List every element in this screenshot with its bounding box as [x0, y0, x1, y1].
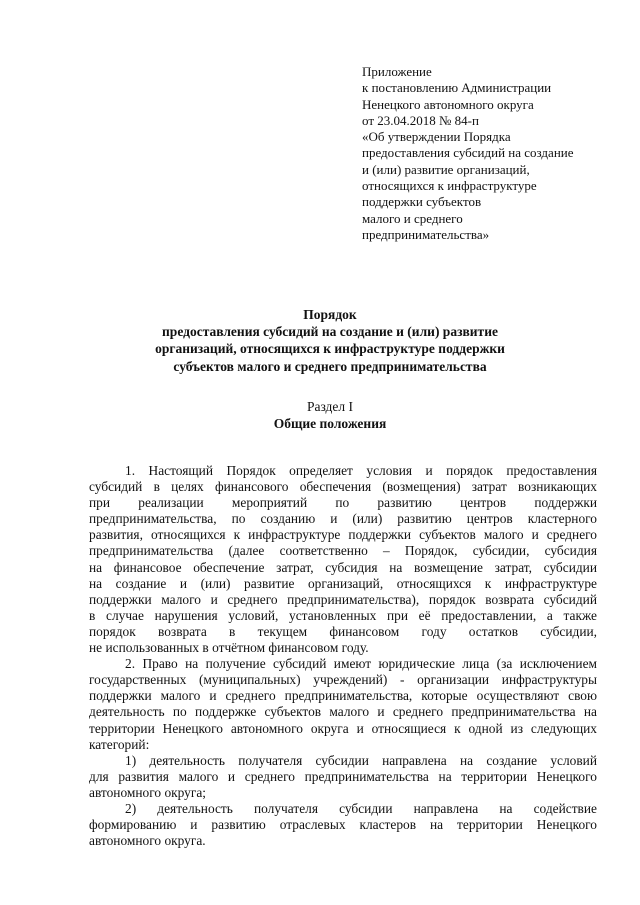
appendix-line: малого и среднего	[362, 210, 463, 226]
paragraph-4	[89, 801, 597, 849]
title-line: Порядок	[303, 307, 357, 322]
paragraph-line: предпринимательства, по созданию и (или) развитию центров кластерного	[89, 511, 597, 527]
paragraph-line: предпринимательства (далее соответственно – Порядок, субсидии, субсидия	[89, 543, 597, 559]
appendix-note	[362, 64, 622, 243]
paragraph-line: автономного округа.	[89, 833, 206, 849]
appendix-line: предоставления субсидий на создание	[362, 145, 574, 161]
paragraph-line: на создание и (или) развитие организаций, относящихся к инфраструктуре	[89, 575, 597, 591]
paragraph-line: не использованных в отчётном финансовом году.	[89, 640, 369, 656]
paragraph-3	[89, 753, 597, 801]
appendix-line: от 23.04.2018 № 84-п	[362, 112, 479, 128]
document-title	[80, 306, 580, 375]
paragraph-line: развития, относящихся к инфраструктуре поддержки субъектов малого и среднего	[89, 527, 597, 543]
paragraph-line: поддержки малого и среднего предпринимательства, которые осуществляют свою	[89, 688, 597, 704]
paragraph-2	[89, 656, 597, 753]
paragraph-line: поддержки малого и среднего предпринимательства), порядок возврата субсидий	[89, 591, 597, 607]
paragraph-line: порядок возврата в текущем финансовом году остатков субсидии,	[89, 623, 597, 639]
appendix-line: поддержки субъектов	[362, 194, 482, 210]
paragraph-line: на финансовое обеспечение затрат, субсидия на возмещение затрат, субсидии	[89, 559, 597, 575]
paragraph-line: категорий:	[89, 736, 150, 752]
section-header	[80, 398, 580, 432]
paragraph-line: территории Ненецкого автономного округа и относящиеся к одной из следующих	[89, 720, 597, 736]
paragraph-1	[89, 463, 597, 656]
appendix-line: Ненецкого автономного округа	[362, 96, 534, 112]
title-line: организаций, относящихся к инфраструктуре поддержки	[155, 341, 505, 357]
paragraph-line: деятельность по поддержке субъектов малого и среднего предпринимательства на	[89, 704, 597, 720]
appendix-line: относящихся к инфраструктуре	[362, 178, 537, 194]
section-heading: Общие положения	[273, 416, 387, 431]
paragraph-line: формированию и развитию отраслевых кластеров на территории Ненецкого	[89, 817, 597, 833]
paragraph-line: при реализации мероприятий по развитию центров поддержки	[89, 495, 597, 511]
paragraph-line: государственных (муниципальных) учреждений) - организации инфраструктуры	[89, 672, 597, 688]
section-label: Раздел I	[306, 399, 354, 414]
paragraph-line: автономного округа;	[89, 784, 207, 800]
title-line: субъектов малого и среднего предпринимательства	[173, 358, 487, 374]
appendix-line: Приложение	[362, 64, 432, 79]
appendix-line: и (или) развитие организаций,	[362, 161, 530, 177]
paragraph-line: для развития малого и среднего предпринимательства на территории Ненецкого	[89, 768, 597, 784]
title-line: предоставления субсидий на создание и (или) развитие	[162, 324, 498, 340]
paragraph-line: 1) деятельность получателя субсидии направлена на создание условий	[125, 752, 597, 768]
appendix-line: к постановлению Администрации	[362, 80, 552, 96]
paragraph-line: 1. Настоящий Порядок определяет условия и порядок предоставления	[125, 463, 597, 478]
appendix-line: «Об утверждении Порядка	[362, 129, 511, 145]
paragraph-line: 2. Право на получение субсидий имеют юридические лица (за исключением	[125, 656, 597, 672]
body-text	[89, 463, 597, 849]
paragraph-line: 2) деятельность получателя субсидии направлена на содействие	[125, 800, 597, 816]
appendix-line: предпринимательства»	[362, 226, 490, 242]
paragraph-line: в случае нарушения условий, установленных при её предоставлении, а также	[89, 607, 597, 623]
paragraph-line: субсидий в целях финансового обеспечения (возмещения) затрат возникающих	[89, 479, 597, 495]
